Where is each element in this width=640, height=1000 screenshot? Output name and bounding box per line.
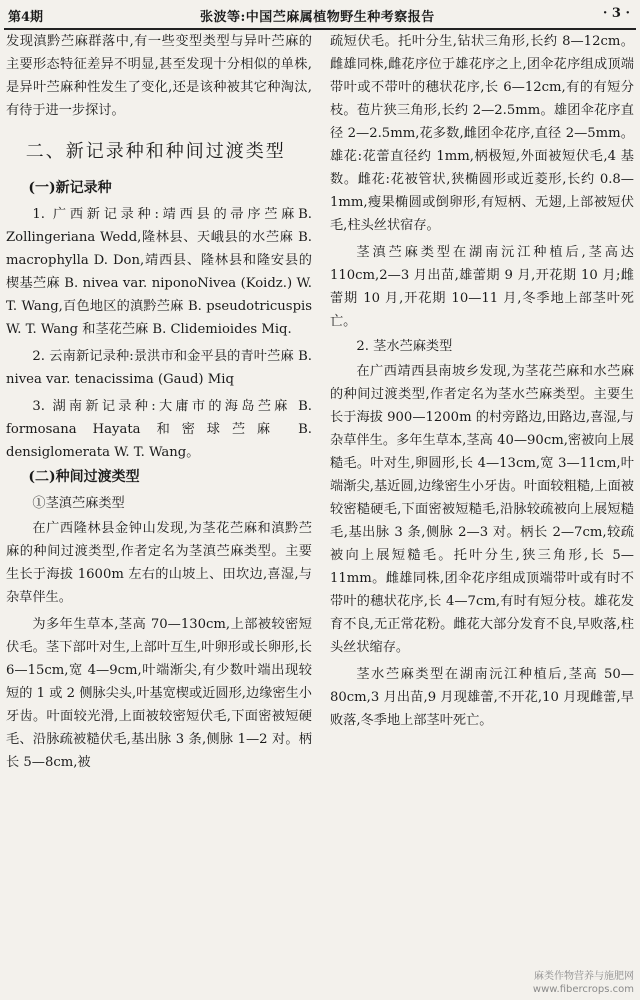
- subsection-heading-transition-types: (二)种间过渡类型: [28, 469, 140, 485]
- section-heading: 二、新记录种和种间过渡类型: [25, 141, 286, 162]
- paragraph-jingshui-description: 在广西靖西县南坡乡发现,为茎花苎麻和水苎麻的种间过渡类型,作者定名为茎水苎麻类型。主要生长于海拔 900—1200m 的村旁路边,田路边,喜湿,与杂草伴生。多年生草本,茎高 40—90cm,密被向上展糙毛。叶对生,卵圆形,长 4—13cm,宽 3—11cm,叶端渐尖,基近圆,边缘密生小牙齿。叶面较粗糙,上面被较密糙硬毛,下面密被短糙毛,沿脉较疏被向上展短糙毛,基出脉 3 条,侧脉 2—3 对。柄长 2—7cm,较疏被向上展短糙毛。托叶分生,狭三角形,长 5—11mm。雌雄同株,团伞花序组成顶端带叶或有时不带叶的穗状花序,长 4—7cm,有时有短分枝。雄花发育不良,无正常花粉。雌花大部分发育不良,早败落,柱头丝状缩存。: [330, 364, 634, 655]
- watermark-line1: 麻类作物营养与施肥网: [534, 971, 634, 982]
- running-header: [4, 2, 636, 30]
- paragraph-guangxi-records: 1. 广西新记录种:靖西县的帚序苎麻B. Zollingeriana Wedd,隆林县、天峨县的水苎麻 B. macrophylla D. Don,靖西县、隆林县和隆安县的楔基苎麻 B. nivea var. niponoNivea (Koidz.) W. T. Wang,百色地区的滇黔苎麻 B. pseudotricuspis W. T. Wang 和茎花苎麻 B. Clidemioides Miq.: [6, 207, 312, 337]
- paragraph-yunnan-records: 2. 云南新记录种:景洪市和金平县的青叶苎麻 B. nivea var. tenacissima (Gaud) Miq: [6, 349, 312, 387]
- type-heading-jingdian: ①茎滇苎麻类型: [32, 496, 125, 511]
- type-heading-jingshui: 2. 茎水苎麻类型: [356, 339, 453, 354]
- left-column: [6, 30, 312, 960]
- running-title: 张波等:中国苎麻属植物野生种考察报告: [200, 10, 435, 25]
- right-column: [330, 30, 634, 960]
- paragraph-morphology-continued: 疏短伏毛。托叶分生,钻状三角形,长约 8—12cm。雌雄同株,雌花序位于雄花序之上,团伞花序组成顶端带叶或不带叶的穗状花序,长 6—12cm,有的有短分枝。苞片狭三角形,长约 2—2.5mm。雄团伞花序直径 2—2.5mm,花多数,雌团伞花序,直径 2—5mm。雄花:花蕾直径约 1mm,柄极短,外面被短伏毛,4 基数。雌花:花被管状,狭椭圆形或近菱形,长约 0.8—1mm,瘦果椭圆或倒卵形,有短柄、无翅,上部被短伏毛,柱头丝状宿存。: [330, 34, 634, 233]
- watermark-line2: www.fibercrops.com: [532, 984, 634, 995]
- issue-number: 第4期: [8, 10, 44, 25]
- paragraph-jingdian-cultivation: 茎滇苎麻类型在湖南沅江种植后,茎高达 110cm,2—3 月出苗,雄蕾期 9 月,开花期 10 月;雌蕾期 10 月,开花期 10—11 月,冬季地上部茎叶死亡。: [330, 245, 634, 329]
- subsection-heading-new-records: (一)新记录种: [28, 180, 112, 196]
- page-number: · 3 ·: [602, 6, 630, 21]
- paragraph-jingshui-cultivation: 茎水苎麻类型在湖南沅江种植后,茎高 50—80cm,3 月出苗,9 月现雄蕾,不开花,10 月现雌蕾,早败落,冬季地上部茎叶死亡。: [330, 667, 634, 728]
- watermark: [484, 970, 634, 996]
- paragraph-jingdian-morphology: 为多年生草本,茎高 70—130cm,上部被较密短伏毛。茎下部叶对生,上部叶互生,叶卵形或长卵形,长 6—15cm,宽 4—9cm,叶端渐尖,有少数叶端出现较短的 1 或 2 侧脉尖头,叶基宽楔或近圆形,边缘密生小牙齿。叶面较光滑,上面被较密短伏毛,下面密被短硬毛、沿脉疏被糙伏毛,基出脉 3 条,侧脉 1—2 对。柄长 5—8cm,被: [6, 617, 312, 770]
- intro-paragraph: 发现滇黔苎麻群落中,有一些变型类型与异叶苎麻的主要形态特征差异不明显,甚至发现十分相似的单株,是异叶苎麻种性发生了变化,还是该种被其它种淘汰,有待于进一步探讨。: [6, 34, 312, 118]
- paragraph-jingdian-discovery: 在广西隆林县金钟山发现,为茎花苎麻和滇黔苎麻的种间过渡类型,作者定名为茎滇苎麻类型。主要生长于海拔 1600m 左右的山坡上、田坎边,喜湿,与杂草伴生。: [6, 521, 312, 605]
- paragraph-hunan-records: 3. 湖南新记录种:大庸市的海岛苎麻 B. formosana Hayata 和密球苎麻 B. densiglomerata W. T. Wang。: [6, 399, 312, 460]
